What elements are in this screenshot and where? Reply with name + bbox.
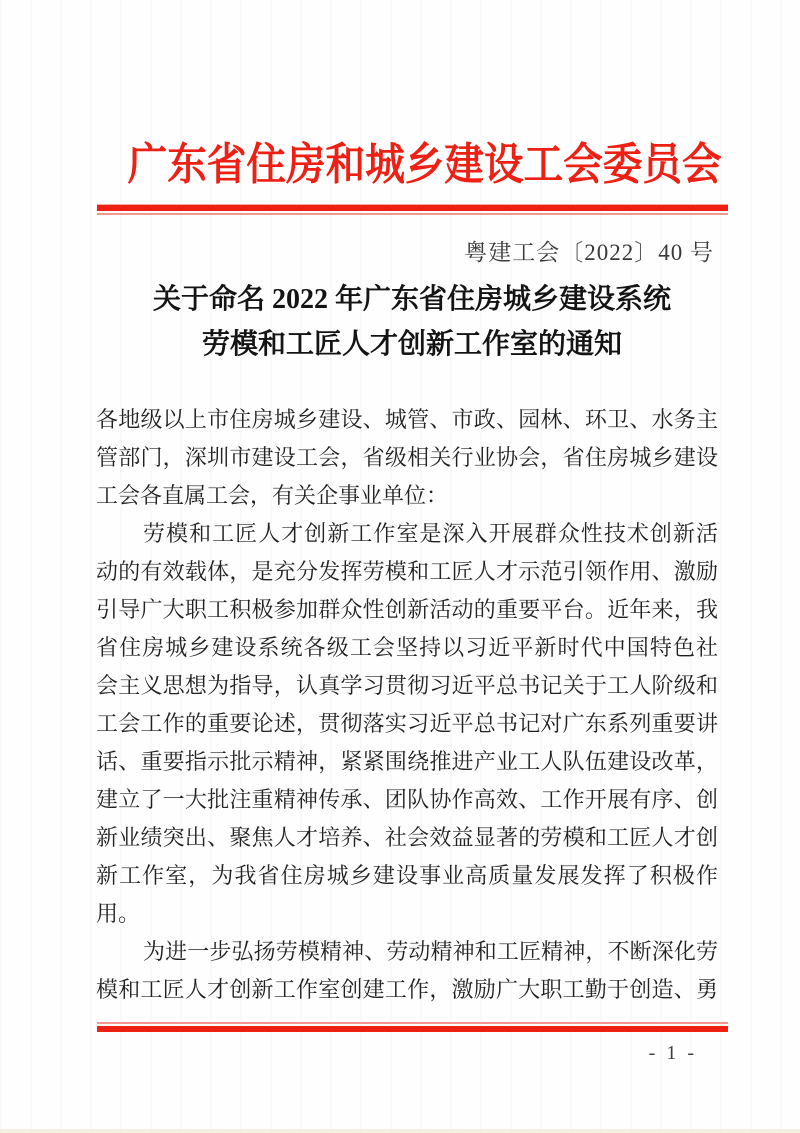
red-separator-bottom-thin-line [97,1022,728,1024]
body-text-line: 各地级以上市住房城乡建设、城管、市政、园林、环卫、水务主 [96,407,718,432]
body-text-line: 动的有效载体，是充分发挥劳模和工匠人才示范引领作用、激励 [96,559,718,584]
document-title-line-1: 关于命名 2022 年广东省住房城乡建设系统 [152,284,671,315]
body-text-line: 新工作室，为我省住房城乡建设事业高质量发展发挥了积极作 [96,863,718,888]
document-body [96,401,718,1009]
red-separator-top [97,204,728,215]
body-text-line: 工会各直属工会，有关企事业单位： [96,483,449,508]
letterhead-title: 广东省住房和城乡建设工会委员会 [127,140,722,189]
scan-bottom-edge [0,1129,800,1133]
body-text-line: 为进一步弘扬劳模精神、劳动精神和工匠精神，不断深化劳 [143,939,718,964]
body-text-line: 省住房城乡建设系统各级工会坚持以习近平新时代中国特色社 [96,635,718,660]
document-title [96,277,728,367]
red-separator-top-thick-line [97,204,728,211]
body-text-line: 引导广大职工积极参加群众性创新活动的重要平台。近年来，我 [96,597,718,622]
body-text-line: 建立了一大批注重精神传承、团队协作高效、工作开展有序、创 [96,787,718,812]
body-text-line: 劳模和工匠人才创新工作室是深入开展群众性技术创新活 [143,521,718,546]
body-text-line: 新业绩突出、聚焦人才培养、社会效益显著的劳模和工匠人才创 [96,825,718,850]
body-text-line: 管部门，深圳市建设工会，省级相关行业协会，省住房城乡建设 [96,445,718,470]
body-text-line: 模和工匠人才创新工作室创建工作，激励广大职工勤于创造、勇 [96,977,718,1002]
red-separator-bottom [97,1022,728,1032]
page-number: - 1 - [648,1042,697,1064]
red-separator-bottom-thick-line [97,1026,728,1032]
body-text-line: 话、重要指示批示精神，紧紧围绕推进产业工人队伍建设改革， [96,749,718,774]
red-separator-top-thin-line [97,213,728,215]
body-text-line: 工会工作的重要论述，贯彻落实习近平总书记对广东系列重要讲 [96,711,718,736]
document-title-line-2: 劳模和工匠人才创新工作室的通知 [201,329,622,360]
body-text-line: 用。 [96,901,141,926]
document-number: 粤建工会〔2022〕40 号 [464,240,714,265]
body-text-line: 会主义思想为指导，认真学习贯彻习近平总书记关于工人阶级和 [96,673,718,698]
